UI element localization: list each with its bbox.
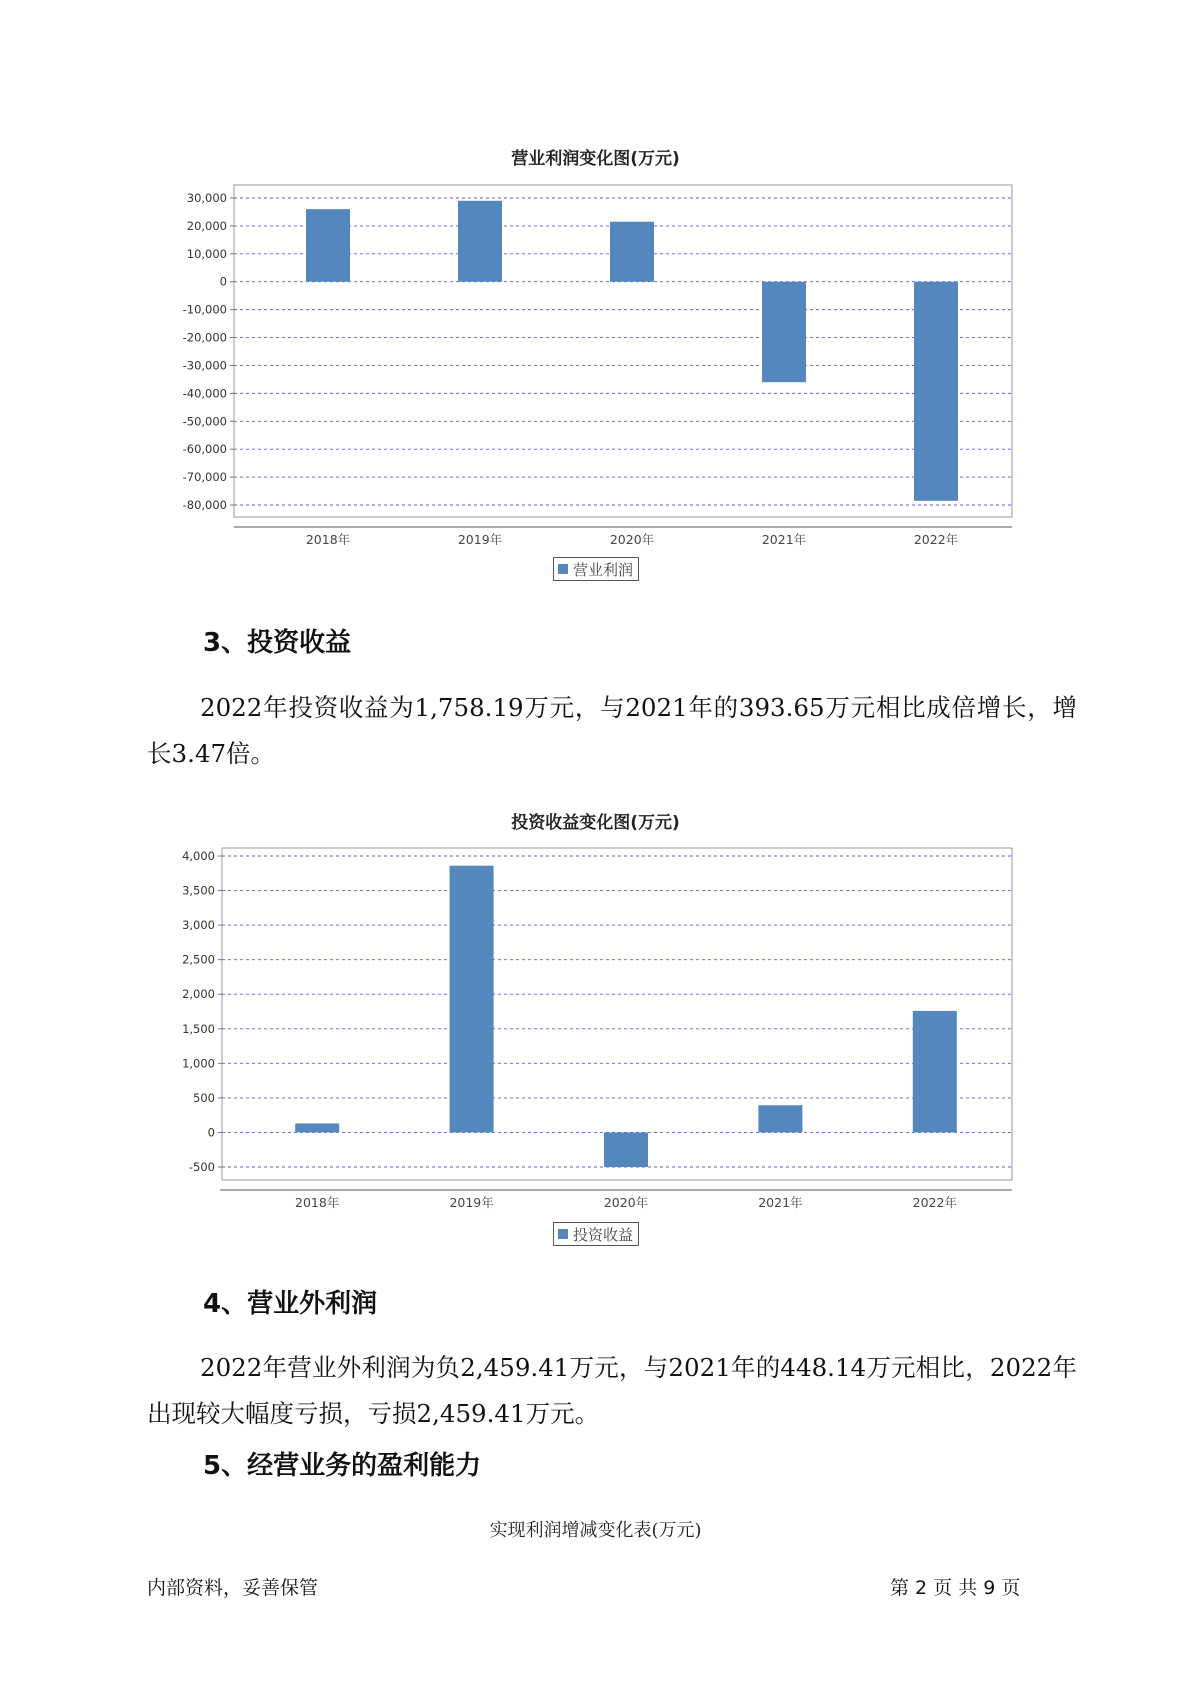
y-tick-label: 3,000 (182, 918, 215, 933)
y-tick-label: 10,000 (186, 246, 227, 261)
bar (450, 866, 494, 1133)
table-caption: 实现利润增减变化表(万元) (489, 1520, 702, 1541)
y-tick-label: 30,000 (186, 191, 227, 205)
y-tick-label: 2,500 (182, 952, 215, 967)
bar (914, 282, 958, 501)
bar (913, 1011, 957, 1133)
y-tick-label: 3,500 (182, 883, 215, 898)
chart1-legend-label: 营业利润 (573, 560, 634, 579)
chart1-title: 营业利润变化图(万元) (511, 149, 680, 169)
plot-area (222, 848, 1012, 1180)
bar (610, 222, 654, 282)
y-tick-label: 1,500 (182, 1021, 215, 1036)
section-heading-profitability: 5、经营业务的盈利能力 (203, 1451, 482, 1481)
x-tick-label: 2020年 (609, 532, 655, 545)
paragraph-investment: 2022年投资收益为1,758.19万元，与2021年的393.65万元相比成倍增长，增长3.47倍。 (147, 693, 1077, 768)
chart2-legend-label: 投资收益 (573, 1225, 634, 1244)
footer-page-number: 第 2 页 共 9 页 (890, 1577, 1021, 1599)
paragraph-non-operating: 2022年营业外利润为负2,459.41万元，与2021年的448.14万元相比，2022年出现较大幅度亏损，亏损2,459.41万元。 (147, 1353, 1077, 1428)
bar (762, 282, 806, 382)
section-heading-investment: 3、投资收益 (203, 628, 352, 658)
y-tick-label: -40,000 (182, 386, 227, 401)
x-tick-label: 2022年 (913, 532, 959, 545)
bar (758, 1105, 802, 1132)
investment-income-chart (0, 830, 1191, 1210)
y-tick-label: 2,000 (182, 987, 215, 1002)
x-tick-label: 2019年 (449, 1195, 494, 1210)
x-tick-label: 2021年 (758, 1195, 803, 1210)
y-tick-label: -500 (188, 1160, 215, 1174)
x-tick-label: 2018年 (305, 532, 351, 545)
y-tick-label: -20,000 (182, 330, 227, 345)
y-tick-label: 20,000 (186, 218, 227, 233)
y-tick-label: -70,000 (182, 470, 227, 485)
y-tick-label: 0 (207, 1125, 215, 1140)
y-tick-label: -50,000 (182, 414, 227, 429)
y-tick-label: -10,000 (182, 302, 227, 317)
y-tick-label: 0 (219, 274, 227, 289)
operating-profit-chart (0, 165, 1191, 545)
bar (295, 1123, 339, 1132)
y-tick-label: -60,000 (182, 442, 227, 457)
chart1-legend (553, 557, 639, 581)
y-tick-label: 500 (193, 1090, 215, 1105)
bar (604, 1132, 648, 1167)
section-heading-non-operating: 4、营业外利润 (203, 1289, 378, 1319)
x-tick-label: 2022年 (912, 1195, 957, 1210)
bar (306, 209, 350, 282)
legend-swatch-icon (558, 1229, 568, 1239)
chart2-title: 投资收益变化图(万元) (511, 813, 680, 833)
x-tick-label: 2021年 (761, 532, 807, 545)
legend-swatch-icon (558, 564, 568, 574)
y-tick-label: 1,000 (182, 1056, 215, 1071)
y-tick-label: -80,000 (182, 498, 227, 512)
x-tick-label: 2020年 (603, 1195, 649, 1210)
y-tick-label: -30,000 (182, 358, 227, 373)
bar (458, 201, 502, 282)
x-tick-label: 2018年 (295, 1195, 340, 1210)
y-tick-label: 4,000 (182, 849, 215, 863)
chart2-legend (553, 1222, 639, 1246)
footer-confidential-note: 内部资料，妥善保管 (147, 1577, 319, 1599)
x-tick-label: 2019年 (457, 532, 503, 545)
